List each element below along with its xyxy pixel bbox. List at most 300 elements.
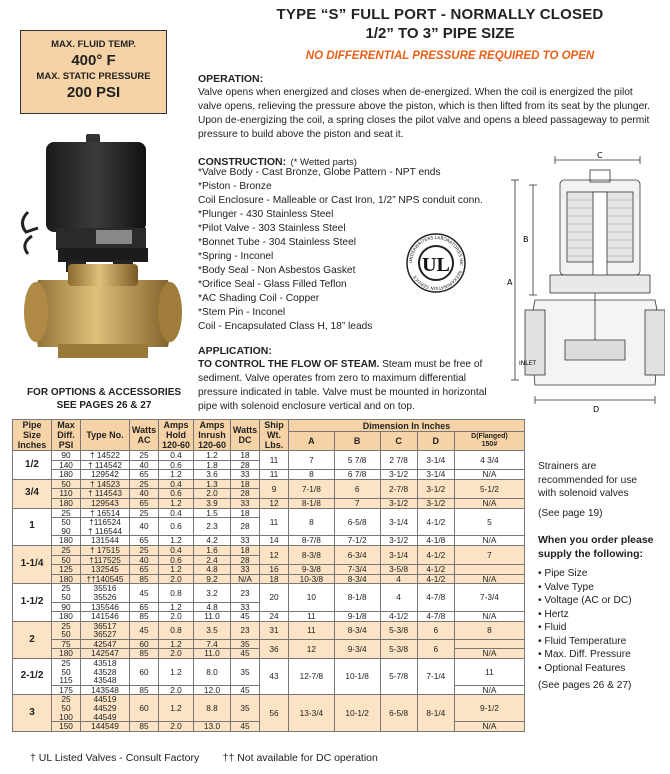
cell-amps-hold: 1.2 xyxy=(159,659,194,686)
cell-amps-inrush: 11.0 xyxy=(194,649,231,659)
cell-amps-hold: 0.4 xyxy=(159,479,194,489)
th-amps-inrush: Amps Inrush 120-60 xyxy=(194,420,231,451)
cell-amps-hold: 0.4 xyxy=(159,451,194,461)
cell-max-diff: 90 xyxy=(52,602,81,612)
page-title: TYPE “S” FULL PORT - NORMALLY CLOSED xyxy=(276,6,604,23)
cell-ship-wt: 11 xyxy=(260,470,289,480)
cell-ship-wt: 20 xyxy=(260,584,289,612)
operation-text: Valve opens when energized and closes when de-energized. When the coil is energized the pilot valve opens, relieving the pressure above the piston, which is then lifted from its seat by the plunger. Upon de-energizing the coil, a spring closes the pilot valve and opens a bleed passageway to permit pressure to build above the piston and seat it. xyxy=(198,87,650,140)
cell-watts-ac: 85 xyxy=(130,574,159,584)
cell-amps-inrush: 1.6 xyxy=(194,545,231,555)
cell-amps-inrush: 2.0 xyxy=(194,489,231,499)
table-row xyxy=(13,565,525,575)
cell-dim-d-flanged: 7 xyxy=(454,545,524,564)
cell-type-no: †116524 † 116544 xyxy=(81,518,130,536)
th-a: A xyxy=(289,432,335,451)
cell-pipe-size: 1/2 xyxy=(13,451,52,480)
diagram-label-a: A xyxy=(507,278,513,287)
construction-item: *Bonnet Tube - 304 Stainless Steel xyxy=(198,237,357,248)
cell-type-no: ††140545 xyxy=(81,574,130,584)
cell-amps-hold: 0.8 xyxy=(159,621,194,639)
cell-pipe-size: 3 xyxy=(13,695,52,731)
cell-dim-d-flanged: 5-1/2 xyxy=(454,479,524,498)
cell-watts-dc: 33 xyxy=(231,565,260,575)
cell-watts-dc: 35 xyxy=(231,659,260,686)
cell-dim-d: 3-1/2 xyxy=(417,479,454,498)
construction-item: *Orifice Seal - Glass Filled Teflon xyxy=(198,279,347,290)
cell-max-diff: 25 50 xyxy=(52,584,81,602)
cell-dim-c: 4 xyxy=(380,574,417,584)
cell-dim-b: 6-5/8 xyxy=(334,508,380,536)
cell-amps-hold: 2.0 xyxy=(159,649,194,659)
cell-ship-wt: 9 xyxy=(260,479,289,498)
cell-watts-ac: 25 xyxy=(130,451,159,461)
cell-watts-ac: 45 xyxy=(130,621,159,639)
table-row xyxy=(13,612,525,622)
cell-type-no: † 114543 xyxy=(81,489,130,499)
cell-dim-d-flanged: N/A xyxy=(454,649,524,659)
construction-item: *Body Seal - Non Asbestos Gasket xyxy=(198,265,356,276)
cell-max-diff: 180 xyxy=(52,649,81,659)
cell-dim-d-flanged: N/A xyxy=(454,470,524,480)
cell-ship-wt: 18 xyxy=(260,574,289,584)
cell-dim-d: 4-7/8 xyxy=(417,612,454,622)
ul-text: UL xyxy=(422,254,450,276)
cell-watts-ac: 25 xyxy=(130,545,159,555)
cell-max-diff: 110 xyxy=(52,489,81,499)
cell-max-diff: 150 xyxy=(52,722,81,732)
cell-pipe-size: 1-1/4 xyxy=(13,545,52,583)
table-row xyxy=(13,545,525,555)
cell-amps-hold: 0.8 xyxy=(159,584,194,602)
cell-watts-ac: 40 xyxy=(130,460,159,470)
cell-dim-d: 4-7/8 xyxy=(417,584,454,612)
options-line2: SEE PAGES 26 & 27 xyxy=(56,400,152,411)
cell-amps-hold: 2.0 xyxy=(159,612,194,622)
cell-ship-wt: 16 xyxy=(260,565,289,575)
order-item: • Optional Features xyxy=(538,662,626,674)
cell-dim-d: 7-1/4 xyxy=(417,659,454,695)
cell-dim-d-flanged: N/A xyxy=(454,612,524,622)
order-item: • Max. Diff. Pressure xyxy=(538,649,631,660)
cell-dim-a: 13-3/4 xyxy=(289,695,335,731)
options-line1: FOR OPTIONS & ACCESSORIES xyxy=(26,387,182,398)
cell-dim-c: 4 xyxy=(380,584,417,612)
construction-title: CONSTRUCTION: xyxy=(198,156,287,168)
cell-dim-b: 6 xyxy=(334,479,380,498)
diagram-label-c: C xyxy=(597,151,603,160)
cell-dim-d-flanged: 4 3/4 xyxy=(454,451,524,470)
cell-pipe-size: 2 xyxy=(13,621,52,658)
cell-amps-inrush: 1.3 xyxy=(194,479,231,489)
application-text xyxy=(198,358,498,414)
cell-watts-dc: 28 xyxy=(231,460,260,470)
cell-ship-wt: 11 xyxy=(260,451,289,470)
cell-type-no: 142547 xyxy=(81,649,130,659)
cell-watts-dc: 18 xyxy=(231,508,260,518)
cell-max-diff: 25 50 115 xyxy=(52,659,81,686)
cell-watts-ac: 25 xyxy=(130,508,159,518)
cell-type-no: 42547 xyxy=(81,639,130,649)
th-watts-ac: Watts AC xyxy=(130,420,159,451)
th-d-flanged xyxy=(454,432,524,451)
construction-item: *AC Shading Coil - Copper xyxy=(198,293,320,304)
cell-ship-wt: 11 xyxy=(260,508,289,536)
order-list xyxy=(538,567,658,675)
cell-dim-c: 3-1/4 xyxy=(380,545,417,564)
cell-dim-d-flanged: 7-3/4 xyxy=(454,584,524,612)
cell-dim-a: 8-7/8 xyxy=(289,536,335,546)
cell-dim-d-flanged: N/A xyxy=(454,722,524,732)
cell-max-diff: 180 xyxy=(52,536,81,546)
cell-type-no: † 17515 xyxy=(81,545,130,555)
cell-dim-d-flanged: N/A xyxy=(454,685,524,695)
cell-max-diff: 50 xyxy=(52,479,81,489)
cell-dim-b: 9-1/8 xyxy=(334,612,380,622)
cell-watts-ac: 40 xyxy=(130,518,159,536)
cell-dim-c: 3-1/4 xyxy=(380,508,417,536)
cell-dim-c: 2 7/8 xyxy=(380,451,417,470)
cell-watts-dc: 35 xyxy=(231,639,260,649)
th-c: C xyxy=(380,432,417,451)
table-row xyxy=(13,451,525,461)
cell-amps-inrush: 12.0 xyxy=(194,685,231,695)
cell-dim-d: 3-1/4 xyxy=(417,470,454,480)
cell-watts-dc: 33 xyxy=(231,536,260,546)
cell-amps-inrush: 1.2 xyxy=(194,451,231,461)
order-item: • Voltage (AC or DC) xyxy=(538,595,632,606)
ul-listed-logo xyxy=(405,232,467,294)
cell-dim-c: 2-7/8 xyxy=(380,479,417,498)
construction-item: *Pilot Valve - 303 Stainless Steel xyxy=(198,223,346,234)
cell-dim-d: 4-1/8 xyxy=(417,536,454,546)
cell-dim-c: 3-5/8 xyxy=(380,565,417,575)
construction-item: *Spring - Inconel xyxy=(198,251,274,262)
cell-dim-c: 3-1/2 xyxy=(380,470,417,480)
cell-amps-hold: 0.6 xyxy=(159,555,194,565)
cell-watts-ac: 45 xyxy=(130,584,159,602)
cell-dim-d: 8-1/4 xyxy=(417,695,454,731)
cell-type-no: 129543 xyxy=(81,498,130,508)
cell-max-diff: 50 xyxy=(52,555,81,565)
cell-type-no: 143548 xyxy=(81,685,130,695)
footnote-dc: †† Not available for DC operation xyxy=(222,752,378,764)
cell-type-no: † 16514 xyxy=(81,508,130,518)
cell-dim-d-flanged: 11 xyxy=(454,659,524,686)
cell-watts-ac: 85 xyxy=(130,685,159,695)
cell-dim-a: 10 xyxy=(289,584,335,612)
application-body: Steam must be free of sediment. Valve operates from zero to maximum differential pressure indicated in table. Valve must be mounted in horizontal pipe with solenoid enclosure vertical and on top. xyxy=(198,359,487,412)
cell-amps-hold: 0.4 xyxy=(159,508,194,518)
temp-value: 400° F xyxy=(71,52,116,69)
cell-dim-a: 8 xyxy=(289,508,335,536)
cell-max-diff: 180 xyxy=(52,470,81,480)
cell-dim-b: 7 xyxy=(334,498,380,508)
table-row xyxy=(13,639,525,649)
cell-max-diff: 25 xyxy=(52,545,81,555)
cell-watts-ac: 25 xyxy=(130,479,159,489)
diagram-label-d: D xyxy=(593,405,600,414)
cell-dim-d: 6 xyxy=(417,639,454,658)
page-subtitle: NO DIFFERENTIAL PRESSURE REQUIRED TO OPEN xyxy=(305,50,595,62)
cell-amps-hold: 1.2 xyxy=(159,498,194,508)
page-title-size: 1/2” TO 3” PIPE SIZE xyxy=(365,25,515,42)
cell-watts-ac: 85 xyxy=(130,649,159,659)
cell-max-diff: 50 90 xyxy=(52,518,81,536)
cell-type-no: 129542 xyxy=(81,470,130,480)
table-row xyxy=(13,574,525,584)
cell-dim-c: 5-7/8 xyxy=(380,659,417,695)
cell-watts-dc: 45 xyxy=(231,649,260,659)
cell-dim-d-flanged: 9-1/2 xyxy=(454,695,524,722)
cell-dim-b: 6 7/8 xyxy=(334,470,380,480)
cell-amps-inrush: 9.2 xyxy=(194,574,231,584)
cell-watts-ac: 40 xyxy=(130,489,159,499)
cell-max-diff: 90 xyxy=(52,451,81,461)
cell-watts-dc: 33 xyxy=(231,498,260,508)
th-d: D xyxy=(417,432,454,451)
cell-pipe-size: 3/4 xyxy=(13,479,52,508)
cell-amps-hold: 2.0 xyxy=(159,685,194,695)
cell-watts-dc: N/A xyxy=(231,574,260,584)
table-row xyxy=(13,584,525,602)
cell-type-no: 135546 xyxy=(81,602,130,612)
cell-dim-a: 8 xyxy=(289,470,335,480)
cell-watts-dc: 18 xyxy=(231,545,260,555)
cell-dim-b: 10-1/2 xyxy=(334,695,380,731)
cell-dim-a: 12 xyxy=(289,639,335,658)
cell-dim-c: 3-1/2 xyxy=(380,498,417,508)
cell-amps-hold: 1.2 xyxy=(159,470,194,480)
cell-amps-hold: 1.2 xyxy=(159,602,194,612)
th-watts-dc: Watts DC xyxy=(231,420,260,451)
cell-amps-inrush: 8.0 xyxy=(194,659,231,686)
th-pipe-size: Pipe Size Inches xyxy=(13,420,52,451)
cell-dim-c: 3-1/2 xyxy=(380,536,417,546)
cell-dim-d-flanged: 8 xyxy=(454,621,524,639)
cell-amps-hold: 0.6 xyxy=(159,518,194,536)
ul-ring-text: UNDERWRITERS LABORATORIES INC · REEXAMINATION SERVICE xyxy=(408,235,464,291)
cell-type-no: † 114542 xyxy=(81,460,130,470)
cell-dim-b: 5 7/8 xyxy=(334,451,380,470)
cell-ship-wt: 12 xyxy=(260,545,289,564)
cell-type-no: 35516 35526 xyxy=(81,584,130,602)
cell-dim-a: 9-3/8 xyxy=(289,565,335,575)
cell-watts-dc: 45 xyxy=(231,722,260,732)
cell-amps-hold: 1.2 xyxy=(159,565,194,575)
cell-amps-hold: 1.2 xyxy=(159,695,194,722)
th-amps-hold: Amps Hold 120-60 xyxy=(159,420,194,451)
cell-watts-dc: 45 xyxy=(231,685,260,695)
footnote xyxy=(30,752,378,764)
cell-amps-inrush: 1.5 xyxy=(194,508,231,518)
cell-dim-d-flanged: N/A xyxy=(454,498,524,508)
cell-max-diff: 180 xyxy=(52,498,81,508)
cell-dim-d: 4-1/2 xyxy=(417,545,454,564)
cell-dim-b: 8-3/4 xyxy=(334,621,380,639)
cell-watts-dc: 28 xyxy=(231,489,260,499)
cell-watts-ac: 65 xyxy=(130,498,159,508)
cell-amps-hold: 1.2 xyxy=(159,536,194,546)
cell-amps-inrush: 1.8 xyxy=(194,460,231,470)
cell-dim-d: 3-1/4 xyxy=(417,451,454,470)
cell-watts-dc: 35 xyxy=(231,695,260,722)
cell-amps-inrush: 7.4 xyxy=(194,639,231,649)
table-row xyxy=(13,659,525,686)
order-item: • Pipe Size xyxy=(538,568,588,579)
cell-watts-ac: 60 xyxy=(130,659,159,686)
cell-dim-c: 4-1/2 xyxy=(380,612,417,622)
cell-dim-d: 4-1/2 xyxy=(417,574,454,584)
cell-dim-a: 10-3/8 xyxy=(289,574,335,584)
cell-amps-inrush: 8.8 xyxy=(194,695,231,722)
application-heading: APPLICATION: xyxy=(198,345,272,357)
cell-watts-dc: 33 xyxy=(231,470,260,480)
cell-amps-hold: 1.2 xyxy=(159,639,194,649)
cell-dim-d-flanged: N/A xyxy=(454,574,524,584)
construction-item: *Valve Body - Cast Bronze, Globe Pattern - NPT ends xyxy=(198,167,441,178)
cell-dim-b: 8-1/8 xyxy=(334,584,380,612)
cell-amps-hold: 2.0 xyxy=(159,574,194,584)
th-dimensions: Dimension In Inches xyxy=(289,420,525,432)
order-heading: When you order please supply the following: xyxy=(538,534,654,560)
cell-dim-b: 7-1/2 xyxy=(334,536,380,546)
cell-type-no: 44519 44529 44549 xyxy=(81,695,130,722)
cell-max-diff: 180 xyxy=(52,612,81,622)
cell-watts-dc: 33 xyxy=(231,602,260,612)
cell-watts-ac: 65 xyxy=(130,602,159,612)
cell-dim-d: 4-1/2 xyxy=(417,565,454,575)
cell-type-no: 43518 43528 43548 xyxy=(81,659,130,686)
cell-watts-ac: 85 xyxy=(130,722,159,732)
temp-label: MAX. FLUID TEMP. xyxy=(51,39,136,50)
cell-watts-dc: 28 xyxy=(231,555,260,565)
cell-dim-a: 8-3/8 xyxy=(289,545,335,564)
cell-ship-wt: 24 xyxy=(260,612,289,622)
order-item: • Fluid Temperature xyxy=(538,635,627,647)
cell-watts-ac: 40 xyxy=(130,555,159,565)
table-row xyxy=(13,470,525,480)
cell-amps-inrush: 3.2 xyxy=(194,584,231,602)
cell-amps-inrush: 11.0 xyxy=(194,612,231,622)
cell-type-no: 131544 xyxy=(81,536,130,546)
cell-pipe-size: 2-1/2 xyxy=(13,659,52,695)
construction-item: *Piston - Bronze xyxy=(198,181,272,192)
cell-watts-dc: 28 xyxy=(231,518,260,536)
cell-max-diff: 125 xyxy=(52,565,81,575)
cell-dim-d: 4-1/2 xyxy=(417,508,454,536)
cell-dim-a: 11 xyxy=(289,621,335,639)
pressure-label: MAX. STATIC PRESSURE xyxy=(36,71,151,82)
th-type-no: Type No. xyxy=(81,420,130,451)
cell-amps-inrush: 4.2 xyxy=(194,536,231,546)
cell-dim-a: 8-1/8 xyxy=(289,498,335,508)
cell-dim-c: 5-3/8 xyxy=(380,639,417,658)
cell-type-no: 36517 36527 xyxy=(81,621,130,639)
construction-item: *Plunger - 430 Stainless Steel xyxy=(198,209,334,220)
cell-max-diff: 25 xyxy=(52,508,81,518)
cell-dim-a: 11 xyxy=(289,612,335,622)
cell-dim-c: 5-3/8 xyxy=(380,621,417,639)
order-sidebar xyxy=(538,460,658,693)
valve-cross-section-diagram xyxy=(505,150,665,415)
valve-photo xyxy=(18,132,188,377)
th-b: B xyxy=(334,432,380,451)
pressure-value: 200 PSI xyxy=(66,84,121,101)
cell-watts-dc: 23 xyxy=(231,621,260,639)
cell-dim-d: 6 xyxy=(417,621,454,639)
cell-amps-inrush: 3.9 xyxy=(194,498,231,508)
table-row xyxy=(13,695,525,722)
th-d-flanged-sub: 150# xyxy=(481,441,498,449)
th-max-diff: Max Diff. PSI xyxy=(52,420,81,451)
cell-amps-inrush: 2.3 xyxy=(194,518,231,536)
construction-item: Coil Enclosure - Malleable or Cast Iron, 1/2” NPS conduit conn. xyxy=(198,195,483,206)
cell-max-diff: 25 50 xyxy=(52,621,81,639)
order-item: • Hertz xyxy=(538,608,569,620)
operation-heading: OPERATION: xyxy=(198,73,264,85)
construction-item: *Stem Pin - Inconel xyxy=(198,307,286,318)
cell-amps-hold: 0.4 xyxy=(159,545,194,555)
cell-amps-inrush: 3.6 xyxy=(194,470,231,480)
diagram-label-inlet: INLET xyxy=(519,360,537,367)
strainers-ref: (See page 19) xyxy=(538,507,603,519)
cell-dim-b: 8-3/4 xyxy=(334,574,380,584)
cell-type-no: 144549 xyxy=(81,722,130,732)
cell-amps-inrush: 4.8 xyxy=(194,565,231,575)
spec-table xyxy=(12,419,525,732)
cell-type-no: 132545 xyxy=(81,565,130,575)
strainers-note: Strainers are recommended for use with solenoid valves xyxy=(538,461,638,499)
cell-watts-ac: 60 xyxy=(130,695,159,722)
cell-watts-dc: 18 xyxy=(231,479,260,489)
cell-dim-a: 12-7/8 xyxy=(289,659,335,695)
cell-dim-d: 3-1/2 xyxy=(417,498,454,508)
cell-amps-hold: 2.0 xyxy=(159,722,194,732)
table-row xyxy=(13,536,525,546)
cell-watts-dc: 45 xyxy=(231,612,260,622)
footnote-ul: † UL Listed Valves - Consult Factory xyxy=(30,752,200,764)
cell-type-no: †117525 xyxy=(81,555,130,565)
cell-amps-hold: 0.6 xyxy=(159,489,194,499)
table-row xyxy=(13,621,525,639)
cell-ship-wt: 56 xyxy=(260,695,289,731)
cell-dim-d-flanged: N/A xyxy=(454,536,524,546)
construction-item: Coil - Encapsulated Class H, 18” leads xyxy=(198,321,373,332)
options-note xyxy=(14,386,194,412)
order-item: • Fluid xyxy=(538,622,567,633)
cell-watts-ac: 65 xyxy=(130,565,159,575)
cell-watts-ac: 85 xyxy=(130,612,159,622)
spec-box xyxy=(20,30,167,114)
cell-dim-a: 7 xyxy=(289,451,335,470)
cell-dim-b: 9-3/4 xyxy=(334,639,380,658)
cell-ship-wt: 14 xyxy=(260,536,289,546)
cell-watts-ac: 60 xyxy=(130,639,159,649)
cell-amps-hold: 0.6 xyxy=(159,460,194,470)
cell-watts-ac: 65 xyxy=(130,536,159,546)
application-lead: TO CONTROL THE FLOW OF STEAM. xyxy=(198,359,380,370)
cell-watts-dc: 18 xyxy=(231,451,260,461)
cell-ship-wt: 36 xyxy=(260,639,289,658)
cell-dim-a: 7-1/8 xyxy=(289,479,335,498)
cell-dim-d-flanged: 5 xyxy=(454,508,524,536)
cell-max-diff: 25 50 100 xyxy=(52,695,81,722)
cell-dim-d-flanged xyxy=(454,565,524,575)
cell-dim-b: 6-3/4 xyxy=(334,545,380,564)
cell-pipe-size: 1 xyxy=(13,508,52,545)
th-d-flanged-label: D(Flanged) xyxy=(471,433,508,441)
